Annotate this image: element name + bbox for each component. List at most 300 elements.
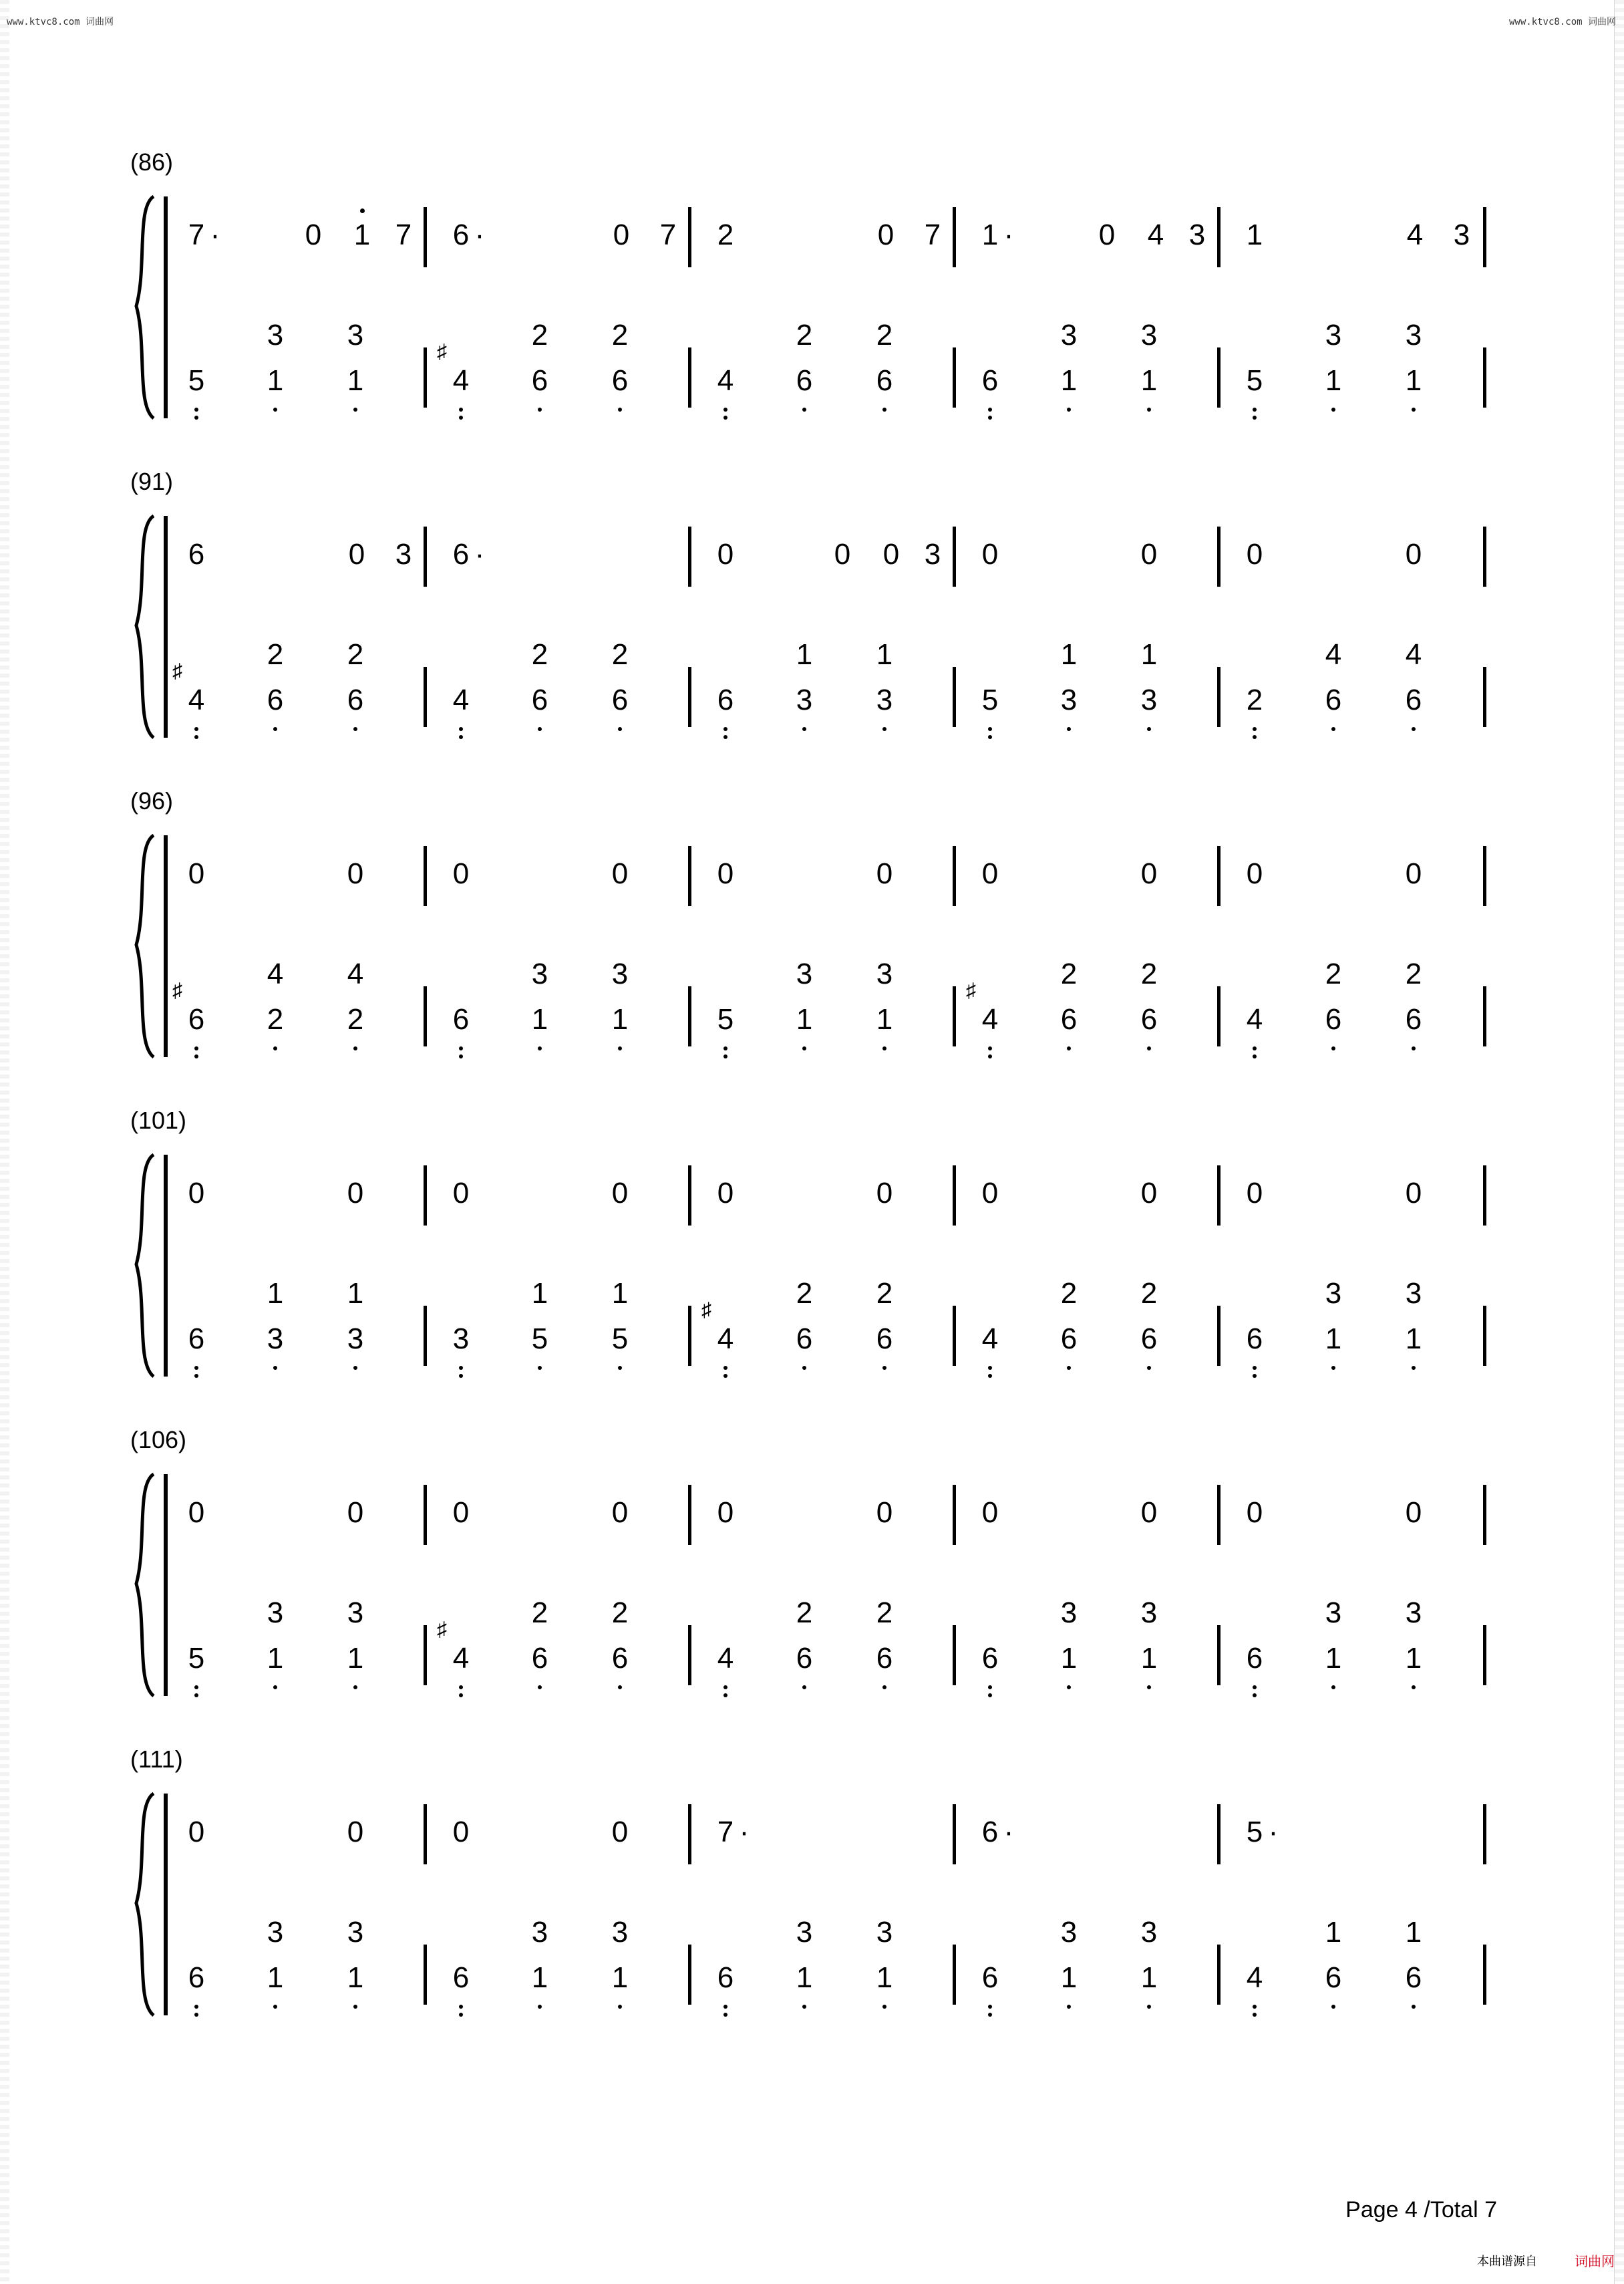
barline-upper	[953, 207, 956, 267]
chord-top-note-text: 3	[1060, 1596, 1078, 1629]
chord-top-note	[1319, 1598, 1348, 1628]
barline-lower	[1217, 1945, 1221, 2005]
chord-top-note-text: 3	[531, 958, 548, 990]
chord-top-note-text: 3	[796, 1916, 813, 1949]
chord-top-note	[870, 960, 899, 989]
upper-note-text: 1	[353, 219, 371, 251]
chord-mid-note-text: 1	[531, 1961, 548, 1994]
barline-lower	[1483, 1306, 1486, 1366]
upper-note-text: 0	[611, 1177, 629, 1209]
chord-mid-note-text: 6	[1405, 1961, 1422, 1994]
chord-top-note-text: 3	[1405, 1277, 1422, 1310]
chord-mid-note	[525, 1963, 554, 1993]
upper-note	[870, 1179, 899, 1208]
low-octave-dot	[882, 2005, 886, 2009]
low-octave-dot	[353, 1366, 357, 1370]
upper-note-text: 0	[1405, 1496, 1422, 1529]
chord-mid-note-text: 5	[531, 1322, 548, 1355]
upper-note-text: 0	[348, 538, 365, 571]
bass-note-text: 5	[1246, 364, 1263, 397]
upper-note-text: 1	[1246, 219, 1263, 251]
barline-upper	[953, 1804, 956, 1864]
low-octave-dot	[194, 2013, 198, 2017]
chord-mid-note	[790, 1963, 819, 1993]
low-octave-dot	[1253, 2005, 1257, 2009]
bass-note	[975, 686, 1005, 715]
chord-top-note-text: 2	[531, 1596, 548, 1629]
low-octave-dot	[1253, 1046, 1257, 1050]
chord-top-note	[1319, 960, 1348, 989]
chord-mid-note-text: 1	[347, 1642, 364, 1675]
upper-note-text: 0	[981, 1177, 999, 1209]
upper-note-text: 0	[452, 1177, 470, 1209]
low-octave-dot	[1253, 1054, 1257, 1058]
low-octave-dot	[459, 727, 463, 731]
upper-note-text: 1	[981, 219, 999, 251]
chord-top-note-text: 2	[1060, 1277, 1078, 1310]
chord-mid-note	[1399, 1324, 1428, 1354]
barline-lower	[953, 1625, 956, 1685]
chord-top-note-text: 4	[347, 958, 364, 990]
upper-note	[446, 1179, 476, 1208]
chord-top-note	[341, 960, 370, 989]
chord-mid-note-text: 1	[1405, 1322, 1422, 1355]
chord-mid-note	[605, 1644, 635, 1673]
upper-note-text: 0	[1098, 219, 1116, 251]
low-octave-dot	[723, 1693, 727, 1697]
bass-note-text: 2	[1246, 684, 1263, 716]
bass-note	[446, 686, 476, 715]
chord-mid-note	[261, 1324, 290, 1354]
chord-top-note	[1319, 1279, 1348, 1308]
chord-top-note	[341, 1598, 370, 1628]
augmentation-dot: ·	[474, 538, 485, 571]
barline-upper	[424, 846, 427, 906]
low-octave-dot	[194, 1685, 198, 1689]
chord-mid-note-text: 1	[611, 1961, 629, 1994]
upper-note	[1134, 859, 1164, 889]
low-octave-dot	[538, 1046, 542, 1050]
chord-mid-note	[790, 366, 819, 396]
chord-top-note-text: 3	[611, 958, 629, 990]
upper-note-text: 0	[1140, 1177, 1158, 1209]
chord-mid-note-text: 6	[876, 1642, 893, 1675]
chord-top-note-text: 1	[1060, 638, 1078, 671]
low-octave-dot	[723, 1685, 727, 1689]
chord-top-note-text: 3	[347, 319, 364, 351]
low-octave-dot	[1067, 1685, 1071, 1689]
upper-note	[182, 1818, 211, 1847]
upper-note-text: 0	[611, 857, 629, 890]
chord-mid-note	[261, 366, 290, 396]
bass-note-text: 6	[188, 1003, 205, 1036]
upper-note-text: 0	[188, 1496, 205, 1529]
chord-top-note-text: 2	[1140, 1277, 1158, 1310]
augmentation-dot: ·	[1268, 1816, 1279, 1848]
upper-note	[975, 1179, 1005, 1208]
low-octave-dot	[618, 1366, 622, 1370]
low-octave-dot	[723, 1054, 727, 1058]
bass-note-text: 4	[717, 1642, 734, 1675]
low-octave-dot	[459, 408, 463, 412]
chord-top-note	[525, 960, 554, 989]
low-octave-dot	[538, 727, 542, 731]
low-octave-dot	[194, 1366, 198, 1370]
chord-mid-note-text: 3	[347, 1322, 364, 1355]
barline-lower	[424, 986, 427, 1046]
augmentation-dot: ·	[474, 219, 485, 251]
bass-note	[182, 1324, 211, 1354]
system-brace	[127, 833, 174, 1060]
upper-note	[446, 859, 476, 889]
chord-top-note-text: 3	[1325, 1596, 1342, 1629]
barline-upper	[1217, 527, 1221, 587]
upper-note-text: 0	[188, 1177, 205, 1209]
chord-mid-note	[341, 1324, 370, 1354]
chord-mid-note-text: 6	[531, 1642, 548, 1675]
measure-number: (111)	[130, 1745, 183, 1773]
upper-note-text: 6	[452, 538, 470, 571]
chord-mid-note	[1134, 366, 1164, 396]
upper-note-text: 0	[1246, 1496, 1263, 1529]
low-octave-dot	[459, 1685, 463, 1689]
low-octave-dot	[1253, 735, 1257, 739]
chord-top-note	[870, 1279, 899, 1308]
upper-note-text: 0	[876, 857, 893, 890]
upper-note-text: 0	[1405, 857, 1422, 890]
bass-note	[975, 1005, 1005, 1034]
low-octave-dot	[459, 1693, 463, 1697]
upper-note	[1134, 540, 1164, 569]
low-octave-dot	[194, 727, 198, 731]
low-octave-dot	[618, 2005, 622, 2009]
upper-note	[341, 1179, 370, 1208]
low-octave-dot	[538, 2005, 542, 2009]
chord-mid-note-text: 6	[611, 684, 629, 716]
chord-mid-note-text: 6	[1140, 1003, 1158, 1036]
upper-note-text: 0	[452, 1496, 470, 1529]
upper-note-text: 0	[611, 1496, 629, 1529]
chord-top-note	[341, 640, 370, 670]
chord-top-note	[1134, 321, 1164, 350]
upper-note	[1399, 859, 1428, 889]
bass-note	[711, 1963, 740, 1993]
system-brace	[127, 1791, 174, 2018]
upper-note	[182, 540, 211, 569]
chord-mid-note-text: 6	[1405, 684, 1422, 716]
chord-top-note	[790, 960, 819, 989]
chord-mid-note-text: 6	[876, 364, 893, 397]
barline-lower	[953, 1945, 956, 2005]
bass-note-text: 6	[188, 1961, 205, 1994]
chord-top-note-text: 1	[1140, 638, 1158, 671]
chord-mid-note	[341, 1005, 370, 1034]
barline-upper	[424, 207, 427, 267]
upper-note-text: 7	[659, 219, 677, 251]
upper-note-text: 6	[981, 1816, 999, 1848]
low-octave-dot	[802, 1685, 806, 1689]
bass-note-text: 4	[717, 364, 734, 397]
chord-mid-note	[605, 1005, 635, 1034]
upper-note	[1240, 859, 1269, 889]
barline-upper	[1217, 1485, 1221, 1545]
low-octave-dot	[1147, 1366, 1151, 1370]
chord-top-note	[525, 640, 554, 670]
chord-mid-note-text: 1	[876, 1961, 893, 1994]
upper-note	[1134, 1179, 1164, 1208]
chord-mid-note-text: 3	[1060, 684, 1078, 716]
chord-mid-note	[341, 366, 370, 396]
chord-mid-note-text: 6	[796, 364, 813, 397]
low-octave-dot	[802, 1046, 806, 1050]
chord-top-note-text: 3	[611, 1916, 629, 1949]
chord-top-note	[341, 1918, 370, 1947]
system-brace	[127, 1471, 174, 1699]
chord-mid-note	[1319, 1644, 1348, 1673]
chord-top-note-text: 3	[1060, 1916, 1078, 1949]
chord-mid-note-text: 1	[1060, 1961, 1078, 1994]
upper-note-text: 4	[1406, 219, 1424, 251]
low-octave-dot	[194, 735, 198, 739]
bass-note-text: 6	[717, 1961, 734, 1994]
barline-lower	[1217, 1625, 1221, 1685]
barline-upper	[953, 527, 956, 587]
upper-note	[182, 859, 211, 889]
chord-top-note-text: 2	[267, 638, 284, 671]
chord-top-note	[790, 640, 819, 670]
sharp-sign: ♯	[172, 980, 182, 1002]
upper-note	[1399, 1179, 1428, 1208]
chord-mid-note	[1399, 1963, 1428, 1993]
bass-note	[182, 366, 211, 396]
low-octave-dot	[194, 416, 198, 420]
chord-mid-note-text: 1	[531, 1003, 548, 1036]
chord-mid-note-text: 1	[347, 1961, 364, 1994]
low-octave-dot	[1067, 408, 1071, 412]
low-octave-dot	[882, 408, 886, 412]
sharp-sign: ♯	[437, 1618, 447, 1640]
chord-top-note-text: 3	[1140, 1916, 1158, 1949]
site-logo: 词曲网	[1575, 2255, 1615, 2269]
header-site-right: www.ktvc8.com 词曲网	[1508, 17, 1616, 27]
chord-top-note-text: 1	[1405, 1916, 1422, 1949]
upper-note-text: 0	[877, 219, 895, 251]
bass-note	[711, 366, 740, 396]
barline-lower	[953, 667, 956, 727]
upper-note-text: 0	[1246, 538, 1263, 571]
chord-mid-note	[1054, 1005, 1084, 1034]
chord-mid-note-text: 6	[1325, 1003, 1342, 1036]
low-octave-dot	[1412, 1046, 1416, 1050]
upper-note-text: 3	[1453, 219, 1470, 251]
chord-top-note-text: 1	[531, 1277, 548, 1310]
chord-mid-note	[1319, 366, 1348, 396]
chord-mid-note	[790, 686, 819, 715]
low-octave-dot	[538, 1366, 542, 1370]
low-octave-dot	[618, 1685, 622, 1689]
low-octave-dot	[459, 1374, 463, 1378]
chord-mid-note-text: 1	[1325, 1642, 1342, 1675]
augmentation-dot: ·	[210, 219, 220, 251]
chord-mid-note-text: 2	[267, 1003, 284, 1036]
chord-mid-note	[605, 366, 635, 396]
bass-note	[182, 1005, 211, 1034]
chord-top-note-text: 2	[876, 1277, 893, 1310]
bass-note	[1240, 1644, 1269, 1673]
barline-upper	[1217, 846, 1221, 906]
upper-note-text: 0	[1405, 1177, 1422, 1209]
low-octave-dot	[1147, 408, 1151, 412]
low-octave-dot	[1412, 408, 1416, 412]
chord-top-note-text: 3	[267, 1916, 284, 1949]
upper-note	[446, 1818, 476, 1847]
augmentation-dot: ·	[739, 1816, 750, 1848]
chord-top-note-text: 3	[531, 1916, 548, 1949]
barline-lower	[424, 1625, 427, 1685]
chord-mid-note-text: 1	[876, 1003, 893, 1036]
low-octave-dot	[618, 727, 622, 731]
chord-top-note-text: 1	[1325, 1916, 1342, 1949]
chord-top-note-text: 1	[876, 638, 893, 671]
bass-note-text: 3	[452, 1322, 470, 1355]
chord-mid-note	[1134, 686, 1164, 715]
barline-upper	[688, 207, 691, 267]
bass-note	[446, 1005, 476, 1034]
low-octave-dot	[802, 727, 806, 731]
chord-top-note	[870, 640, 899, 670]
chord-top-note-text: 1	[611, 1277, 629, 1310]
chord-mid-note	[341, 1963, 370, 1993]
page-number: Page 4 /Total 7	[1345, 2197, 1497, 2223]
chord-top-note	[1134, 1279, 1164, 1308]
barline-upper	[688, 846, 691, 906]
bass-note-text: 4	[981, 1322, 999, 1355]
low-octave-dot	[353, 408, 357, 412]
upper-note	[605, 1179, 635, 1208]
system-brace	[127, 513, 174, 740]
upper-note-text: 0	[188, 857, 205, 890]
low-octave-dot	[538, 408, 542, 412]
low-octave-dot	[1412, 1366, 1416, 1370]
chord-top-note	[870, 1918, 899, 1947]
chord-top-note-text: 3	[796, 958, 813, 990]
sharp-sign: ♯	[701, 1299, 711, 1321]
upper-note-text: 0	[1246, 857, 1263, 890]
low-octave-dot	[723, 2005, 727, 2009]
upper-note	[1240, 221, 1269, 250]
chord-mid-note-text: 6	[347, 684, 364, 716]
chord-top-note-text: 2	[347, 638, 364, 671]
low-octave-dot	[988, 1685, 992, 1689]
low-octave-dot	[194, 1374, 198, 1378]
chord-top-note	[870, 321, 899, 350]
upper-note	[1240, 1179, 1269, 1208]
chord-top-note	[1399, 1598, 1428, 1628]
low-octave-dot	[1331, 2005, 1335, 2009]
chord-top-note-text: 2	[796, 1596, 813, 1629]
chord-mid-note	[261, 1005, 290, 1034]
chord-mid-note-text: 1	[1325, 364, 1342, 397]
upper-note-text: 0	[717, 1496, 734, 1529]
chord-top-note-text: 4	[267, 958, 284, 990]
low-octave-dot	[459, 2005, 463, 2009]
upper-note-text: 0	[188, 1816, 205, 1848]
bass-note	[1240, 686, 1269, 715]
chord-top-note	[1054, 640, 1084, 670]
upper-note	[1447, 221, 1476, 250]
low-octave-dot	[988, 2013, 992, 2017]
low-octave-dot	[988, 1366, 992, 1370]
low-octave-dot	[988, 416, 992, 420]
chord-mid-note	[1054, 1644, 1084, 1673]
bass-note-text: 4	[452, 1642, 470, 1675]
chord-mid-note-text: 6	[796, 1642, 813, 1675]
chord-mid-note-text: 1	[267, 1642, 284, 1675]
bass-note	[446, 1324, 476, 1354]
barline-lower	[1483, 1625, 1486, 1685]
barline-upper	[688, 1804, 691, 1864]
low-octave-dot	[802, 2005, 806, 2009]
low-octave-dot	[1253, 727, 1257, 731]
system-brace	[127, 194, 174, 421]
chord-mid-note	[1134, 1005, 1164, 1034]
upper-note-text: 0	[981, 857, 999, 890]
low-octave-dot	[723, 735, 727, 739]
chord-mid-note	[1319, 686, 1348, 715]
low-octave-dot	[1147, 2005, 1151, 2009]
upper-note	[389, 221, 418, 250]
chord-mid-note	[1319, 1005, 1348, 1034]
low-octave-dot	[723, 416, 727, 420]
chord-top-note-text: 2	[876, 1596, 893, 1629]
chord-top-note	[261, 1598, 290, 1628]
barline-upper	[953, 1165, 956, 1226]
chord-top-note-text: 3	[1060, 319, 1078, 351]
chord-mid-note	[870, 1005, 899, 1034]
barline-upper	[1217, 207, 1221, 267]
chord-top-note-text: 2	[531, 638, 548, 671]
upper-note-text: 0	[876, 1496, 893, 1529]
upper-note	[341, 1818, 370, 1847]
low-octave-dot	[988, 727, 992, 731]
bass-note-text: 4	[1246, 1003, 1263, 1036]
chord-top-note-text: 1	[267, 1277, 284, 1310]
barline-upper	[424, 527, 427, 587]
chord-top-note	[1134, 960, 1164, 989]
barline-lower	[688, 986, 691, 1046]
low-octave-dot	[1147, 727, 1151, 731]
staff-system	[0, 1426, 1624, 1699]
header-site-left: www.ktvc8.com 词曲网	[7, 17, 114, 27]
upper-note	[1399, 540, 1428, 569]
low-octave-dot	[988, 2005, 992, 2009]
augmentation-dot: ·	[1003, 1816, 1014, 1848]
low-octave-dot	[1067, 727, 1071, 731]
upper-note	[605, 1818, 635, 1847]
low-octave-dot	[1412, 2005, 1416, 2009]
low-octave-dot	[988, 408, 992, 412]
bass-note	[975, 366, 1005, 396]
chord-mid-note-text: 1	[1060, 364, 1078, 397]
low-octave-dot	[1331, 1366, 1335, 1370]
chord-top-note-text: 3	[1325, 1277, 1342, 1310]
chord-top-note-text: 3	[347, 1916, 364, 1949]
low-octave-dot	[802, 1366, 806, 1370]
chord-top-note-text: 3	[347, 1596, 364, 1629]
chord-top-note	[605, 1279, 635, 1308]
low-octave-dot	[1253, 416, 1257, 420]
chord-mid-note-text: 1	[1140, 364, 1158, 397]
